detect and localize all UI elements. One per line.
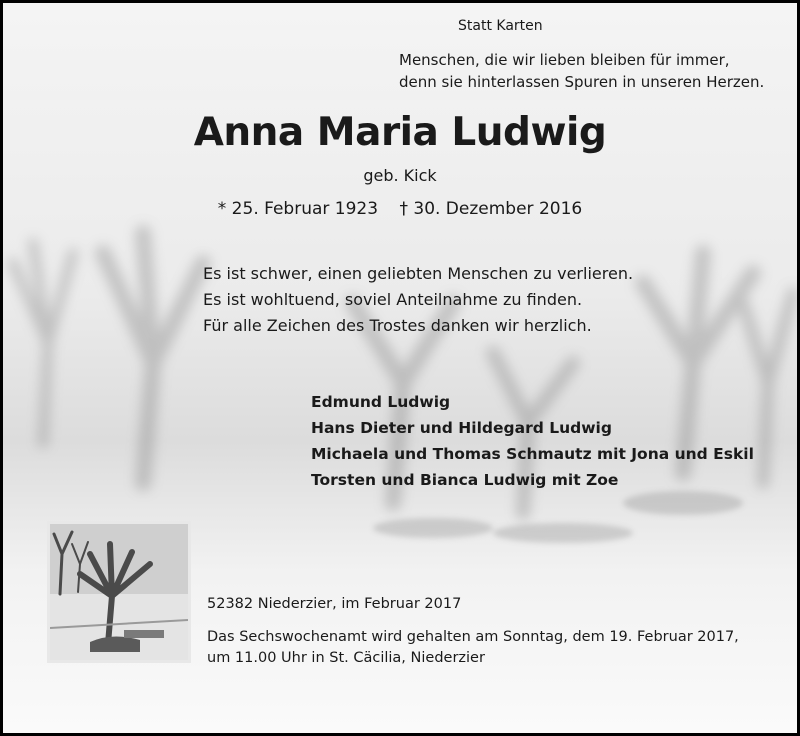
family-member: Hans Dieter und Hildegard Ludwig [311, 419, 612, 437]
service-notice [207, 627, 739, 669]
memorial-quote [399, 49, 764, 93]
family-member: Michaela und Thomas Schmautz mit Jona und Eskil [311, 445, 754, 463]
thanks-text [203, 261, 633, 339]
notice-line-1: Das Sechswochenamt wird gehalten am Sonntag, dem 19. Februar 2017, [207, 629, 739, 645]
deceased-name: Anna Maria Ludwig [193, 110, 607, 155]
family-member: Torsten und Bianca Ludwig mit Zoe [311, 471, 619, 489]
willow-tree-photo [47, 521, 191, 663]
maiden-name: geb. Kick [363, 166, 437, 185]
notice-line-2: um 11.00 Uhr in St. Cäcilia, Niederzier [207, 650, 485, 666]
statt-karten-label: Statt Karten [458, 18, 543, 34]
thanks-line-2: Es ist wohltuend, soviel Anteilnahme zu finden. [203, 290, 583, 309]
place-and-date: 52382 Niederzier, im Februar 2017 [207, 596, 462, 612]
birth-date: * 25. Februar 1923 [217, 199, 379, 219]
family-member: Edmund Ludwig [311, 393, 451, 411]
quote-line-1: Menschen, die wir lieben bleiben für immer, [399, 51, 730, 69]
thanks-line-1: Es ist schwer, einen geliebten Menschen zu verlieren. [203, 264, 634, 283]
death-date: † 30. Dezember 2016 [399, 199, 583, 219]
family-signatures [311, 389, 754, 493]
thanks-line-3: Für alle Zeichen des Trostes danken wir herzlich. [203, 316, 592, 335]
life-dates [3, 199, 797, 219]
quote-line-2: denn sie hinterlassen Spuren in unseren Herzen. [399, 73, 765, 91]
